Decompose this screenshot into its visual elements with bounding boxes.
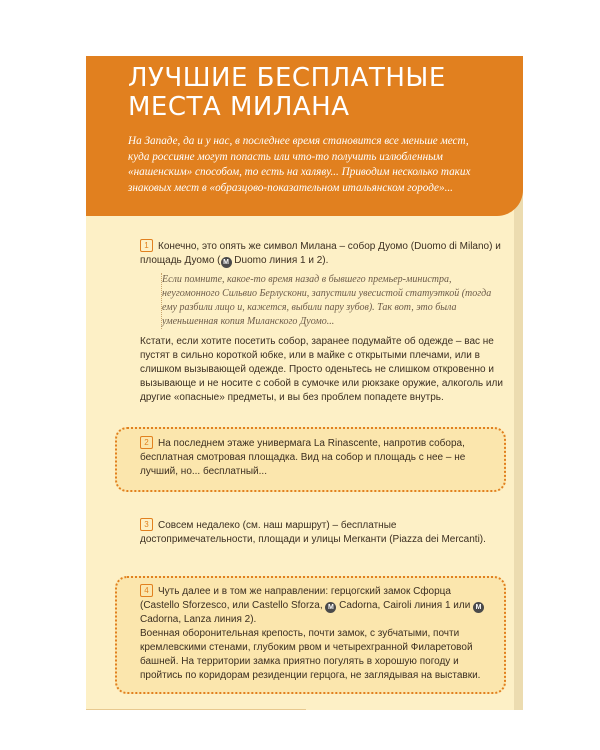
item-1-paragraph: Кстати, если хотите посетить собор, заранее подумайте об одежде – вас не пустят в сильно короткой юбке, или в майке с открытыми плечами, или в слишком вызывающей одежде. Просто оденьтесь не слишком откровенно и вызывающе и не носите с собой в сумочке или рюкзаке оружие, алкоголь или другие «опасные» предметы, и вы без проблем попадете внутрь. [140, 336, 503, 403]
metro-icon: M [325, 602, 336, 613]
item-3-text: Совсем недалеко (см. наш маршрут) – бесплатные достопримечательности, площади и улицы Merканти (Piazza dei Mercanti). [140, 520, 486, 545]
item-3-number: 3 [140, 518, 153, 531]
item-4-number: 4 [140, 584, 153, 597]
item-4-paragraph: Военная оборонительная крепость, почти замок, с зубчатыми, почти кремлевскими стенами, глубоким рвом и четырехгранной Филаретовой башней. На территории замка приятно погулять в хорошую погоду и пройтись по коридорам резиденции герцога, не заглядывая на выставки. [140, 628, 481, 681]
item-1-text-b: Duomo линия 1 и 2). [231, 255, 329, 266]
item-1-heading [140, 239, 504, 268]
item-1 [140, 239, 504, 268]
title-line-1: ЛУЧШИЕ БЕСПЛАТНЫЕ [128, 63, 446, 93]
metro-icon: M [473, 602, 484, 613]
item-2-text: На последнем этаже универмага La Rinascente, напротив собора, бесплатная смотровая площадка. Вид на собор и площадь с нее – не лучший, но... бесплатный... [140, 438, 466, 477]
item-1-quote: Если помните, какое-то время назад в бывшего премьер-министра, неугомонного Сильвио Берлускони, запустили увесистой статуэткой (тогда ему разбили лицо и, кажется, выбили пару зубов). Так вот, это была уменьшенная копия Миланского Дуомо... [161, 273, 502, 329]
header-banner [86, 56, 523, 216]
item-3 [140, 518, 495, 547]
item-4-text-c: Cadorna, Lanza линия 2). [140, 614, 257, 625]
intro-text: На Западе, да и у нас, в последнее время становится все меньше мест, куда россияне могут попасть или что-то получить излюбленным «нашенским» способом, то есть на халяву... Приводим несколько таких знаковых мест в «образцово-показательном итальянском городе»... [128, 135, 471, 194]
page-title [128, 64, 446, 122]
item-4-heading [140, 584, 492, 627]
item-2 [140, 436, 490, 479]
bottom-divider [86, 709, 306, 710]
item-1-number: 1 [140, 239, 153, 252]
item-1-text-a: Конечно, это опять же символ Милана – собор Дуомо (Duomo di Milano) и площадь Дуомо ( [140, 241, 501, 266]
item-4 [140, 584, 492, 683]
item-4-text-b: Cadorna, Cairoli линия 1 или [336, 600, 474, 611]
title-line-2: МЕСТА МИЛАНА [128, 92, 350, 122]
metro-icon: M [221, 257, 232, 268]
item-4-text-a: Чуть далее и в том же направлении: герцогский замок Сфорца (Castello Sforzesco, или Castello Sforza, [140, 586, 451, 611]
item-2-number: 2 [140, 436, 153, 449]
